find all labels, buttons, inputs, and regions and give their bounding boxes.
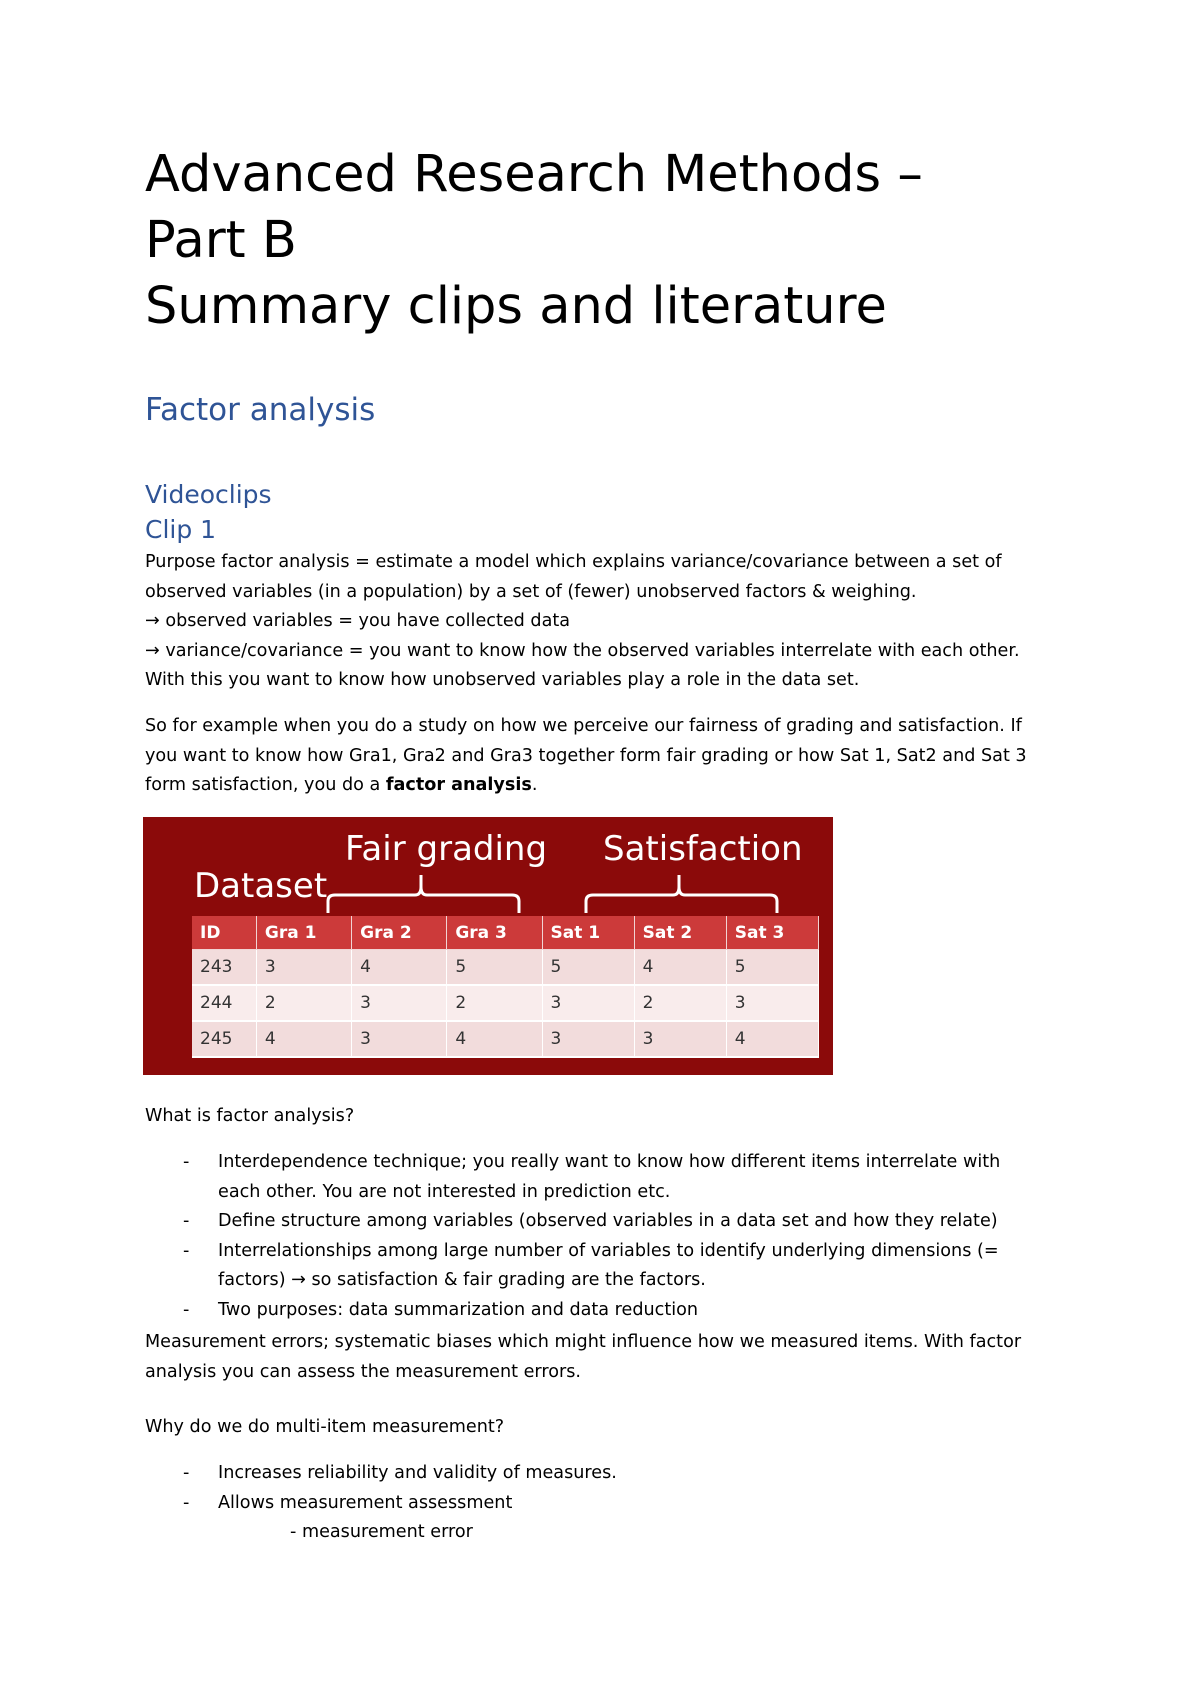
sub-list-item (145, 1518, 1065, 1548)
text-line: → observed variables = you have collected data (145, 611, 571, 631)
column-header: Gra 2 (352, 916, 447, 950)
list-item (145, 1296, 1065, 1326)
text-line: each other. You are not interested in prediction etc. (218, 1181, 671, 1202)
text-line: Two purposes: data summarization and data reduction (218, 1299, 699, 1320)
question-multi-item (145, 1413, 1065, 1443)
text-line: Purpose factor analysis = estimate a model which explains variance/covariance between a set of (145, 552, 1002, 572)
column-header: ID (192, 916, 256, 950)
bullet-list-multi-item (145, 1459, 1065, 1548)
table-cell: 244 (192, 985, 256, 1021)
table-cell: 5 (726, 950, 818, 986)
measurement-errors-paragraph (145, 1328, 1065, 1387)
table-cell: 2 (256, 985, 351, 1021)
table-cell: 243 (192, 950, 256, 986)
text-line: Increases reliability and validity of measures. (218, 1463, 617, 1483)
dataset-figure (143, 817, 833, 1075)
table-cell: 2 (634, 985, 726, 1021)
question-what-is (145, 1102, 1065, 1132)
text-line: Why do we do multi-item measurement? (145, 1417, 505, 1437)
subsection-heading: Videoclips (145, 480, 272, 509)
text-line (145, 771, 1065, 801)
text-line: factors) → so satisfaction & fair grading are the factors. (218, 1270, 706, 1290)
table-cell: 4 (726, 1021, 818, 1057)
table-cell: 3 (352, 985, 447, 1021)
dash-marker: - (183, 1492, 190, 1513)
text-line: Allows measurement assessment (218, 1492, 513, 1513)
table-cell: 4 (256, 1021, 351, 1057)
text-fragment: form satisfaction, you do a (145, 775, 386, 795)
table-cell: 3 (726, 985, 818, 1021)
document-title (145, 142, 923, 340)
text-line: you want to know how Gra1, Gra2 and Gra3 together form fair grading or how Sat 1, Sat2 and Sat 3 (145, 745, 1027, 766)
table-cell: 5 (542, 950, 634, 986)
title-line-3: Summary clips and literature (145, 277, 887, 336)
dataset-label: Dataset (194, 866, 328, 906)
text-line: Interrelationships among large number of variables to identify underlying dimensions (= (218, 1240, 999, 1261)
table-row (192, 1021, 819, 1057)
satisfaction-label: Satisfaction (603, 829, 803, 869)
table-cell: 4 (634, 950, 726, 986)
column-header: Gra 1 (256, 916, 351, 950)
table-cell: 3 (542, 985, 634, 1021)
title-line-1: Advanced Research Methods – (145, 145, 923, 204)
column-header: Sat 3 (726, 916, 818, 950)
text-line: Measurement errors; systematic biases which might influence how we measured items. With factor (145, 1332, 1022, 1352)
text-line: What is factor analysis? (145, 1106, 355, 1126)
bold-term: factor analysis (385, 775, 532, 795)
list-item (145, 1237, 1065, 1296)
text-fragment: . (531, 775, 538, 795)
dash-marker: - (183, 1299, 190, 1320)
text-line: So for example when you do a study on how we perceive our fairness of grading and satisfaction. If (145, 716, 1022, 736)
title-line-2: Part B (145, 211, 297, 270)
dash-marker: - (183, 1211, 190, 1231)
example-paragraph (145, 712, 1065, 801)
dash-marker: - (183, 1152, 190, 1172)
text-line: Define structure among variables (observed variables in a data set and how they relate) (218, 1211, 998, 1231)
table-row (192, 985, 819, 1021)
text-line: With this you want to know how unobserved variables play a role in the data set. (145, 670, 860, 690)
table-cell: 2 (447, 985, 542, 1021)
bullet-list-factor-analysis (145, 1148, 1065, 1325)
fair-grading-brace (325, 869, 525, 915)
text-line: Interdependence technique; you really want to know how different items interrelate with (218, 1152, 1001, 1172)
section-heading: Factor analysis (145, 392, 376, 428)
text-line: analysis you can assess the measurement errors. (145, 1361, 581, 1382)
list-item (145, 1148, 1065, 1207)
list-item (145, 1459, 1065, 1489)
dataset-table (192, 916, 819, 1058)
table-cell: 245 (192, 1021, 256, 1057)
satisfaction-brace (583, 869, 783, 915)
column-header: Gra 3 (447, 916, 542, 950)
dash-marker: - (183, 1463, 190, 1483)
table-cell: 4 (447, 1021, 542, 1057)
clip-heading: Clip 1 (145, 515, 217, 544)
table-cell: 3 (352, 1021, 447, 1057)
table-cell: 5 (447, 950, 542, 986)
text-line: - measurement error (290, 1522, 473, 1542)
column-header: Sat 2 (634, 916, 726, 950)
table-cell: 4 (352, 950, 447, 986)
fair-grading-label: Fair grading (345, 829, 548, 869)
dash-marker: - (183, 1240, 190, 1261)
table-cell: 3 (542, 1021, 634, 1057)
purpose-paragraph (145, 548, 1065, 696)
column-header: Sat 1 (542, 916, 634, 950)
list-item (145, 1489, 1065, 1519)
table-cell: 3 (634, 1021, 726, 1057)
text-line: → variance/covariance = you want to know how the observed variables interrelate with each other. (145, 640, 1020, 661)
list-item (145, 1207, 1065, 1237)
table-header-row (192, 916, 819, 950)
table-row (192, 950, 819, 986)
text-line: observed variables (in a population) by a set of (fewer) unobserved factors & weighing. (145, 581, 917, 602)
table-cell: 3 (256, 950, 351, 986)
